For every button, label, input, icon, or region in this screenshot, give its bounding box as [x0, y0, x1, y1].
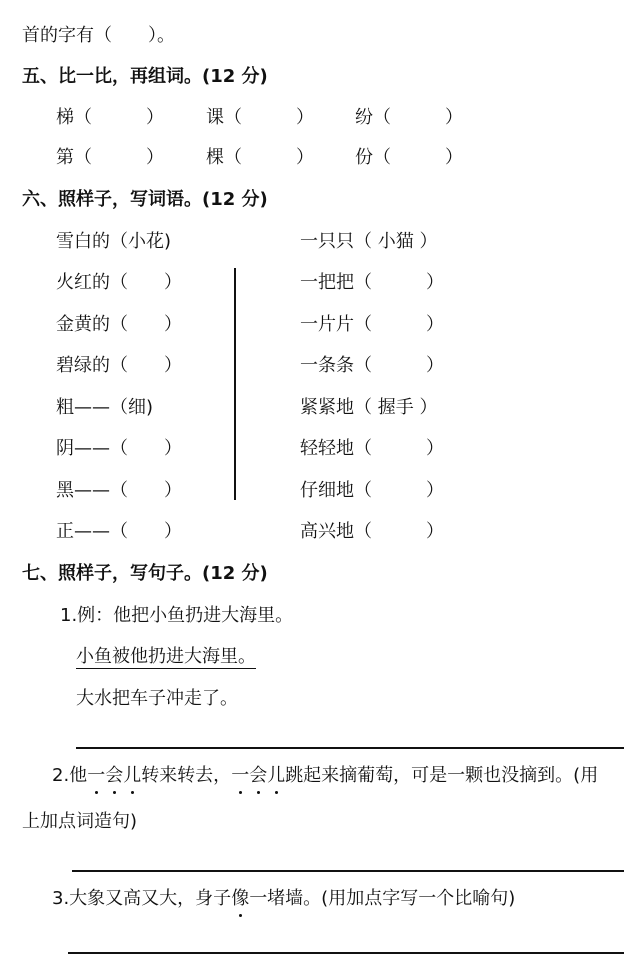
dotted-char: 儿 [267, 765, 286, 786]
dotted-char: 会 [249, 765, 268, 786]
sec6-left-item: 金黄的（ ） [56, 314, 182, 335]
sec6-left-item: 火红的（ ） [56, 272, 182, 293]
q3-post: 一堵墙。(用加点字写一个比喻句) [249, 888, 516, 909]
sec6-right-item: 仔细地（ ） [300, 480, 444, 501]
answer-line [72, 870, 624, 872]
sec6-right-item: 一把把（ ） [300, 272, 444, 293]
column-divider [234, 268, 236, 500]
q2-rest: 跳起来摘葡萄，可是一颗也没摘到。(用 [285, 765, 599, 786]
section-6-title: 六、照样子，写词语。(12 分) [22, 189, 268, 210]
dotted-char: 儿 [123, 765, 142, 786]
sec6-left-item: 黑——（ ） [56, 480, 182, 501]
q1-answer-underlined: 小鱼被他扔进大海里。 [76, 646, 256, 667]
sec6-right-item: 一片片（ ） [300, 314, 444, 335]
sec6-left-item: 正——（ ） [56, 521, 182, 542]
q3-pre: 3.大象又高又大，身子 [52, 888, 232, 909]
answer-line [68, 952, 624, 954]
sec6-right-item: 轻轻地（ ） [300, 438, 444, 459]
answer-line [76, 747, 624, 749]
sec6-right-item: 一只只（ 小猫 ） [300, 231, 438, 252]
sec6-left-item: 碧绿的（ ） [56, 355, 182, 376]
dotted-char: 像 [231, 888, 250, 909]
sec5-item: 纷（ ） [355, 107, 463, 128]
sec5-item: 份（ ） [355, 147, 463, 168]
sec5-item: 梯（ ） [56, 107, 164, 128]
sec5-item: 棵（ ） [206, 147, 314, 168]
sec6-right-item: 一条条（ ） [300, 355, 444, 376]
sec5-item: 课（ ） [206, 107, 314, 128]
section-5-title: 五、比一比，再组词。(12 分) [22, 66, 268, 87]
sec6-right-item: 高兴地（ ） [300, 521, 444, 542]
section-7-title: 七、照样子，写句子。(12 分) [22, 563, 268, 584]
sec5-item: 第（ ） [56, 147, 164, 168]
q3-text [52, 888, 515, 910]
sec6-left-item: 粗——（细) [56, 397, 154, 418]
sec6-left-item: 雪白的（小花) [56, 231, 172, 252]
dotted-char: 一 [231, 765, 250, 786]
dotted-char: 一 [87, 765, 106, 786]
q1-answer [76, 646, 256, 668]
q1-example: 1.例：他把小鱼扔进大海里。 [60, 605, 294, 626]
q2-mid: 转来转去， [141, 765, 232, 786]
dotted-char: 会 [105, 765, 124, 786]
q2-continuation: 上加点词造句) [22, 811, 138, 832]
top-line-text: 首的字有（ ）。 [22, 25, 175, 46]
q2-text [52, 765, 598, 787]
sec6-left-item: 阴——（ ） [56, 438, 182, 459]
q1-prompt: 大水把车子冲走了。 [76, 688, 238, 709]
q2-pre: 2.他 [52, 765, 88, 786]
sec6-right-item: 紧紧地（ 握手 ） [300, 397, 438, 418]
